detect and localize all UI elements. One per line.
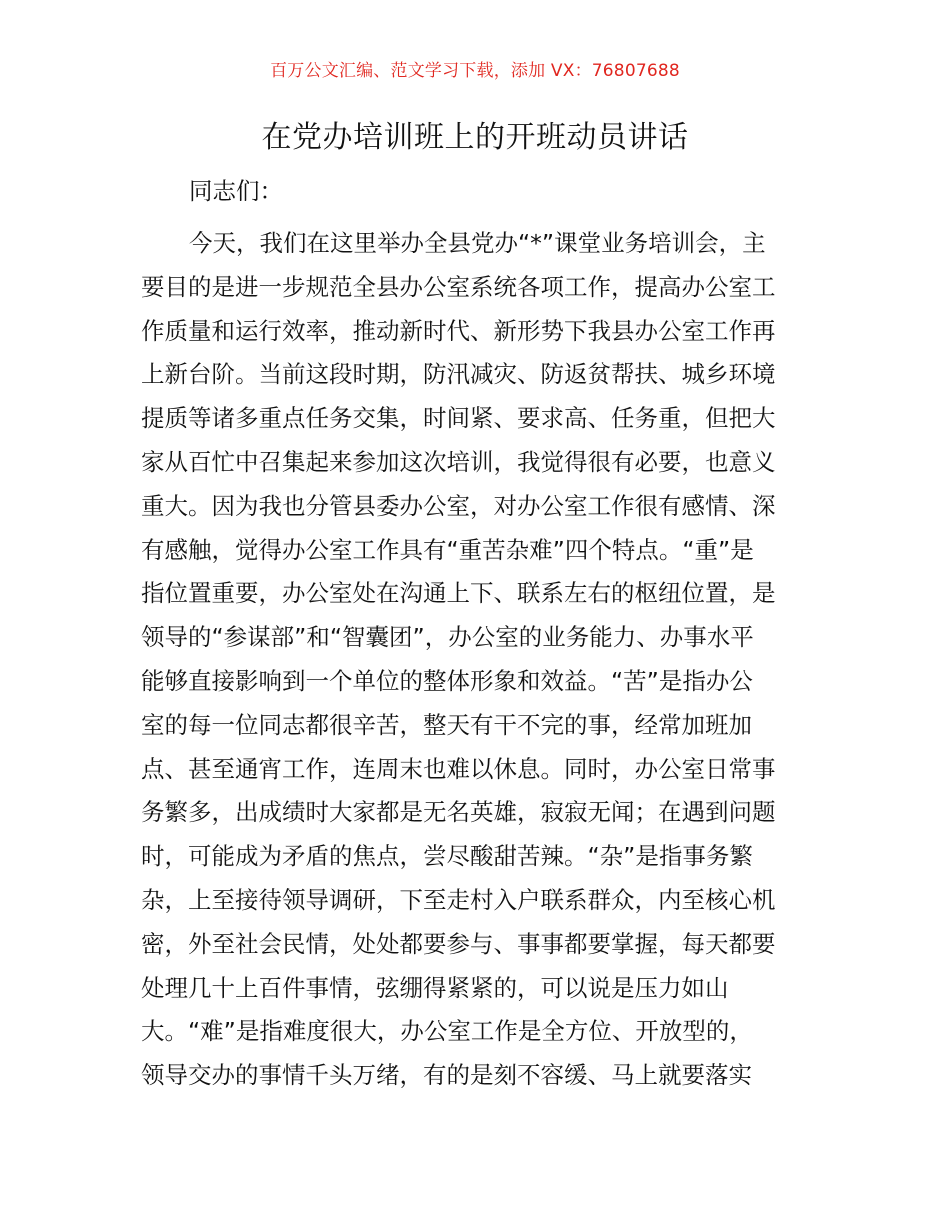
paragraph-line: 领导交办的事情千头万绪，有的是刻不容缓、马上就要落实 xyxy=(141,1061,752,1090)
paragraph-line: 重大。因为我也分管县委办公室，对办公室工作很有感情、深 xyxy=(141,491,776,520)
paragraph-line: 杂，上至接待领导调研，下至走村入户联系群众，内至核心机 xyxy=(141,885,776,914)
paragraph-line: 处理几十上百件事情，弦绷得紧紧的，可以说是压力如山 xyxy=(141,973,729,1002)
paragraph-line: 时，可能成为矛盾的焦点，尝尽酸甜苦辣。“杂”是指事务繁 xyxy=(141,842,753,871)
paragraph-line: 家从百忙中召集起来参加这次培训，我觉得很有必要，也意义 xyxy=(141,447,776,476)
paragraph-line: 指位置重要，办公室处在沟通上下、联系左右的枢纽位置，是 xyxy=(141,579,776,608)
body-paragraph xyxy=(141,222,811,1098)
header-banner: 百万公文汇编、范文学习下载，添加 VX：76807688 xyxy=(270,61,680,81)
paragraph-line: 上新台阶。当前这段时期，防汛减灾、防返贫帮扶、城乡环境 xyxy=(141,360,776,389)
paragraph-line: 有感触，觉得办公室工作具有“重苦杂难”四个特点。“重”是 xyxy=(141,535,754,564)
paragraph-line: 大。“难”是指难度很大，办公室工作是全方位、开放型的， xyxy=(141,1017,753,1046)
paragraph-line: 提质等诸多重点任务交集，时间紧、要求高、任务重，但把大 xyxy=(141,404,776,433)
document-title: 在党办培训班上的开班动员讲话 xyxy=(261,120,689,155)
paragraph-line: 室的每一位同志都很辛苦，整天有干不完的事，经常加班加 xyxy=(141,710,752,739)
paragraph-line: 今天，我们在这里举办全县党办“*”课堂业务培训会，主 xyxy=(189,229,766,257)
paragraph-line: 领导的“参谋部”和“智囊团”，办公室的业务能力、办事水平 xyxy=(141,623,754,652)
paragraph-line: 要目的是进一步规范全县办公室系统各项工作，提高办公室工 xyxy=(141,272,776,301)
paragraph-line: 能够直接影响到一个单位的整体形象和效益。“苦”是指办公 xyxy=(141,666,753,695)
paragraph-line: 点、甚至通宵工作，连周末也难以休息。同时，办公室日常事 xyxy=(141,754,776,783)
paragraph-line: 作质量和运行效率，推动新时代、新形势下我县办公室工作再 xyxy=(141,316,776,345)
paragraph-line: 密，外至社会民情，处处都要参与、事事都要掌握，每天都要 xyxy=(141,929,776,958)
salutation: 同志们： xyxy=(189,177,283,205)
paragraph-line: 务繁多，出成绩时大家都是无名英雄，寂寂无闻；在遇到问题 xyxy=(141,798,776,827)
